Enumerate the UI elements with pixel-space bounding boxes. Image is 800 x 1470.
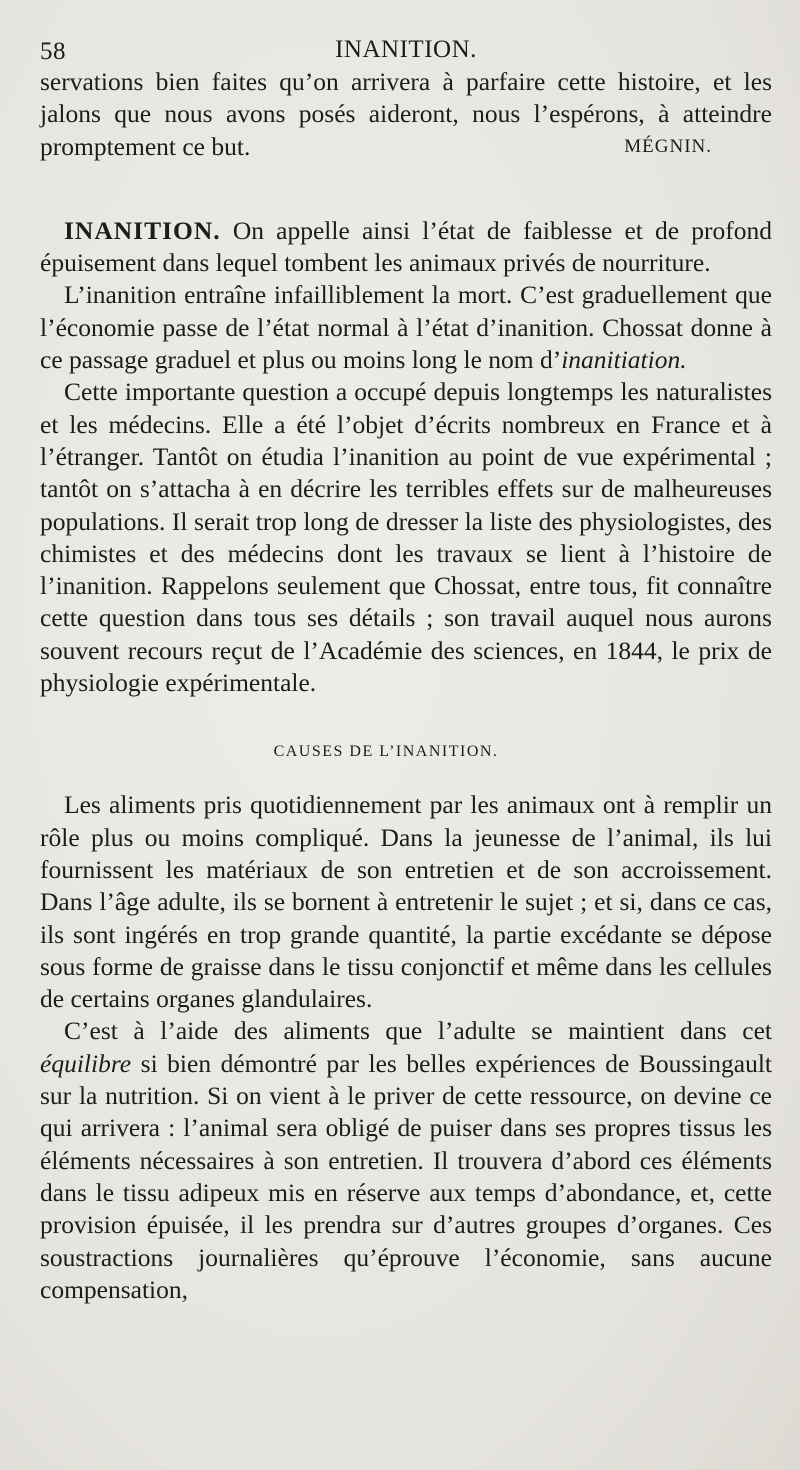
section-p1-text: Les aliments pris quotidiennement par les animaux ont à remplir un rôle plus ou moins compliqué. Dans la jeunesse de l’animal, ils lui fournissent les matériaux de son entretien et de son accroissement. Dans l’âge adulte, ils se bornent à entretenir le sujet ; et si, dans ce cas, ils sont ingérés en trop grande quantité, la partie excédante se dépose sous forme de graisse dans le tissu conjonctif et même dans les cellules de certains organes glandulaires.	[40, 790, 772, 1014]
article-p2-term: inanitiation.	[561, 345, 687, 375]
intro-text: servations bien faites qu’on arrivera à parfaire cette histoire, et les jalons que nous avons posés aideront, nous l’espérons, à atteindre promptement ce but.	[40, 67, 772, 161]
section-p2-text-after: si bien démontré par les belles expériences de Boussingault sur la nutrition. Si on vient à le priver de cette ressource, on devine ce qui arrivera : l’animal sera obligé de puiser dans ses propres tissus les éléments nécessaires à son entretien. Il trouvera d’abord ces éléments dans le tissu adipeux mis en réserve aux temps d’abondance, et, cette provision épuisée, il les prendra sur d’autres groupes d’organes. Ces soustractions journalières qu’éprouve l’économie, sans aucune compensation,	[40, 1048, 772, 1304]
article-paragraph-2	[40, 279, 772, 376]
spacer	[40, 163, 772, 215]
author-signature: MÉGNIN.	[624, 135, 712, 157]
page-number: 58	[40, 38, 66, 65]
article-p1-text: On appelle ainsi l’état de faiblesse et de profond épuisement dans lequel tombent les animaux privés de nourriture.	[40, 215, 772, 278]
article-paragraph-1	[40, 215, 772, 280]
page-header	[40, 30, 772, 66]
running-title: INANITION.	[335, 36, 477, 63]
intro-paragraph	[40, 66, 772, 163]
article-p3-text: Cette importante question a occupé depuis longtemps les naturalistes et les médecins. Elle a été l’objet d’écrits nombreux en France et à l’étranger. Tantôt on étudia l’inanition au point de vue expérimental ; tantôt on s’attacha à en décrire les terribles effets sur de malheureuses populations. Il serait trop long de dresser la liste des physiologistes, des chimistes et des médecins dont les travaux se lient à l’histoire de l’inanition. Rappelons seulement que Chossat, entre tous, fit connaître cette question dans tous ses détails ; son travail auquel nous aurons souvent recours reçut de l’Académie des sciences, en 1844, le prix de physiologie expérimentale.	[40, 377, 772, 698]
article-p2-text: L’inanition entraîne infailliblement la mort. C’est graduellement que l’économie passe de l’état normal à l’état d’inanition. Chossat donne à ce passage graduel et plus ou moins long le nom d’	[40, 280, 772, 375]
section-paragraph-2	[40, 1015, 772, 1306]
section-paragraph-1	[40, 789, 772, 1015]
section-title: CAUSES DE L’INANITION.	[273, 743, 499, 761]
section-p2-term: équilibre	[40, 1048, 132, 1078]
section-p2-text-before: C’est à l’aide des aliments que l’adulte se maintient dans cet	[64, 1016, 772, 1046]
article-lead-word: INANITION.	[64, 215, 221, 245]
article-paragraph-3	[40, 376, 772, 699]
